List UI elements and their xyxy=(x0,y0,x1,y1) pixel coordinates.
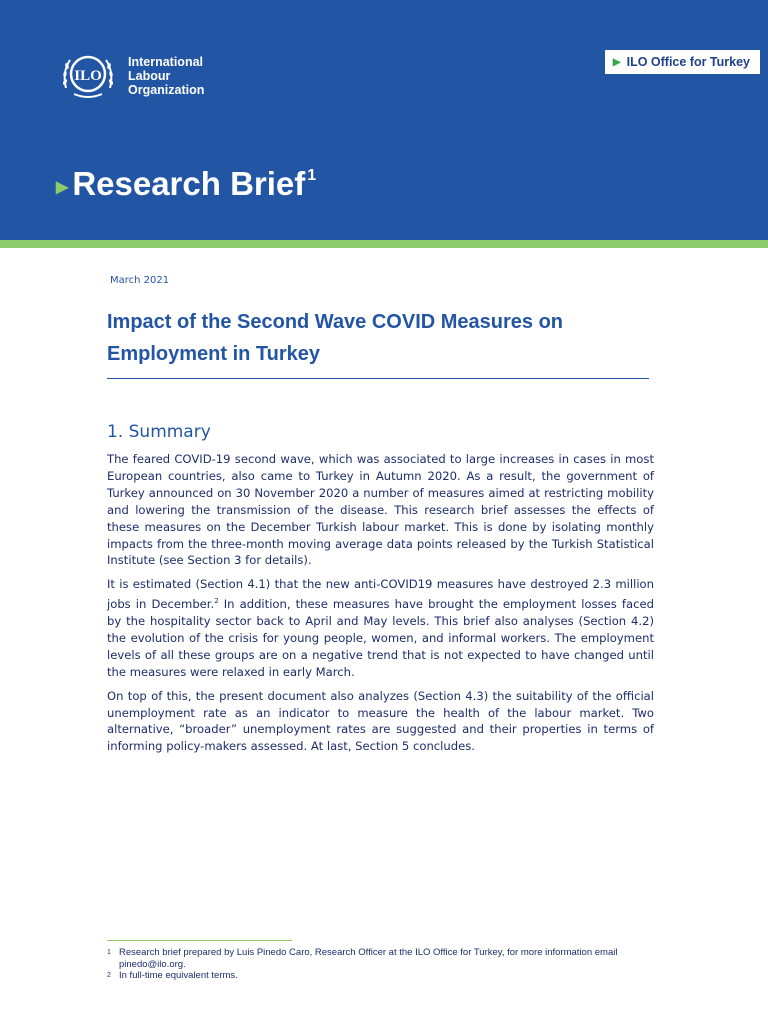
play-triangle-icon: ▶ xyxy=(56,179,69,196)
header-banner xyxy=(0,0,768,240)
footnote-text: In full-time equivalent terms. xyxy=(119,970,238,981)
brief-title-footnote-ref: 1 xyxy=(307,167,317,184)
footnote-number: 1 xyxy=(107,949,111,956)
footnote-number: 2 xyxy=(107,972,111,979)
footnote-ref-2: 2 xyxy=(214,597,219,606)
paragraph-2 xyxy=(107,576,654,680)
footnote-2 xyxy=(107,970,655,982)
ilo-logo xyxy=(56,48,204,104)
emblem-letters: ILO xyxy=(74,68,102,84)
paragraph-3: On top of this, the present document also analyzes (Section 4.3) the suitability of the official unemployment rate as an indicator to measure the health of the labour market. Two alternative, “broader” unemployment rates are suggested and their properties in terms of informing policy-makers assessed. At last, Section 5 concludes. xyxy=(107,688,654,754)
footnote-divider xyxy=(107,940,292,941)
org-line-3: Organization xyxy=(128,83,205,97)
play-triangle-icon: ▶ xyxy=(612,56,621,68)
document-title: Impact of the Second Wave COVID Measures on Employment in Turkey xyxy=(107,311,564,365)
paragraph-2-part-1: It is estimated (Section 4.1) that the new anti-COVID19 measures have destroyed 2.3 million jobs in December. xyxy=(107,577,654,612)
office-badge xyxy=(605,50,760,74)
org-line-2: Labour xyxy=(128,69,171,83)
brief-title-text: Research Brief xyxy=(72,165,306,202)
org-line-1: International xyxy=(128,55,204,69)
office-badge-label: ILO Office for Turkey xyxy=(626,55,750,69)
section-heading: 1. Summary xyxy=(107,422,211,442)
publication-date: March 2021 xyxy=(110,275,170,286)
brief-title xyxy=(56,165,316,203)
footnote-1 xyxy=(107,947,655,970)
paragraph-1: The feared COVID-19 second wave, which was associated to large increases in cases in most European countries, also came to Turkey in Autumn 2020. As a result, the government of Turkey announced on 30 November 2020 a number of measures aimed at restricting mobility and lowering the transmission of the disease. This research brief assesses the effects of these measures on the December Turkish labour market. This is done by isolating monthly impacts from the three-month moving average data points released by the Turkish Statistical Institute (see Section 3 for details). xyxy=(107,452,654,568)
footnotes xyxy=(107,947,655,982)
summary-body xyxy=(107,451,654,762)
organization-name xyxy=(128,55,204,97)
footnote-text: Research brief prepared by Luis Pinedo Caro, Research Officer at the ILO Office for Turkey, for more information email pinedo@ilo.org. xyxy=(119,947,618,970)
ilo-emblem-icon xyxy=(56,48,120,104)
accent-strip xyxy=(0,240,768,248)
paragraph-2-part-2: In addition, these measures have brought the employment losses faced by the hospitality sector back to April and May levels. This brief also analyses (Section 4.2) the evolution of the crisis for young people, women, and informal workers. The employment levels of all these groups are on a negative trend that is not expected to have changed until the measures were relaxed in early March. xyxy=(107,597,654,679)
title-divider xyxy=(107,378,649,379)
